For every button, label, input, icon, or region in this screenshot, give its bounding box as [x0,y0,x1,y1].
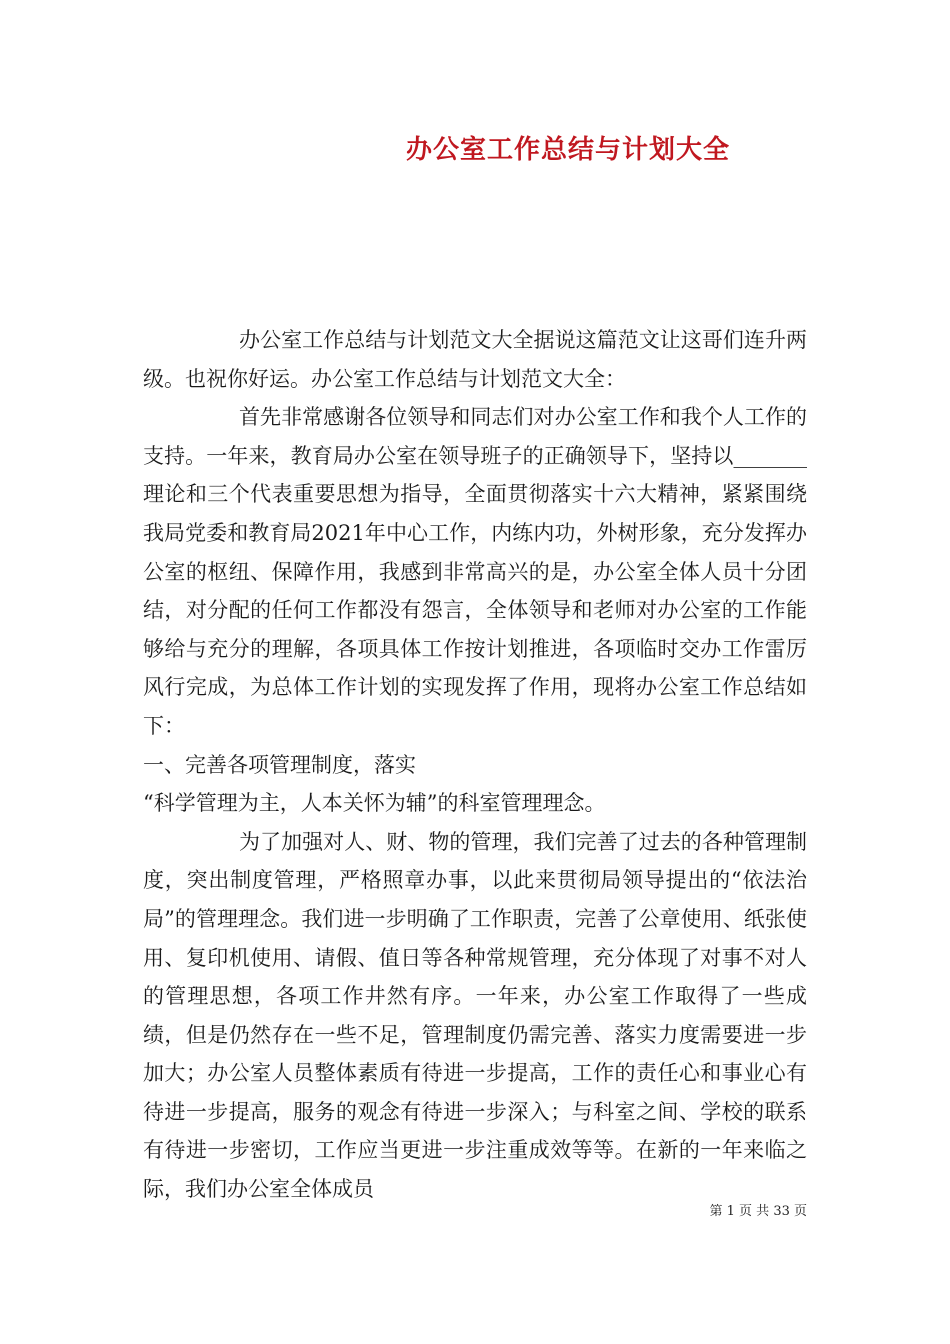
page-number-footer: 第 1 页 共 33 页 [709,1204,807,1219]
document-title: 办公室工作总结与计划大全 [405,135,730,165]
section-heading-1: 一、完善各项管理制度，落实 [143,752,416,777]
document-body [143,321,807,1209]
intro-paragraph: 办公室工作总结与计划范文大全据说这篇范文让这哥们连升两级。也祝你好运。办公室工作总结与计划范文大全： [143,328,807,391]
management-philosophy-line: “科学管理为主，人本关怀为辅”的科室管理理念。 [143,791,606,816]
body-paragraph-1: 首先非常感谢各位领导和同志们对办公室工作和我个人工作的支持。一年来，教育局办公室在领导班子的正确领导下，坚持以_______理论和三个代表重要思想为指导，全面贯彻落实十六大精神，紧紧围绕我局党委和教育局2021年中心工作，内练内功，外树形象，充分发挥办公室的枢纽、保障作用，我感到非常高兴的是，办公室全体人员十分团结，对分配的任何工作都没有怨言，全体领导和老师对办公室的工作能够给与充分的理解，各项具体工作按计划推进，各项临时交办工作雷厉风行完成，为总体工作计划的实现发挥了作用，现将办公室工作总结如下： [143,405,807,738]
body-paragraph-2: 为了加强对人、财、物的管理，我们完善了过去的各种管理制度，突出制度管理，严格照章办事，以此来贯彻局领导提出的“依法治局”的管理理念。我们进一步明确了工作职责，完善了公章使用、纸张使用、复印机使用、请假、值日等各种常规管理，充分体现了对事不对人的管理思想，各项工作井然有序。一年来，办公室工作取得了一些成绩，但是仍然存在一些不足，管理制度仍需完善、落实力度需要进一步加大；办公室人员整体素质有待进一步提高，工作的责任心和事业心有待进一步提高，服务的观念有待进一步深入；与科室之间、学校的联系有待进一步密切，工作应当更进一步注重成效等等。在新的一年来临之际，我们办公室全体成员 [143,829,807,1202]
